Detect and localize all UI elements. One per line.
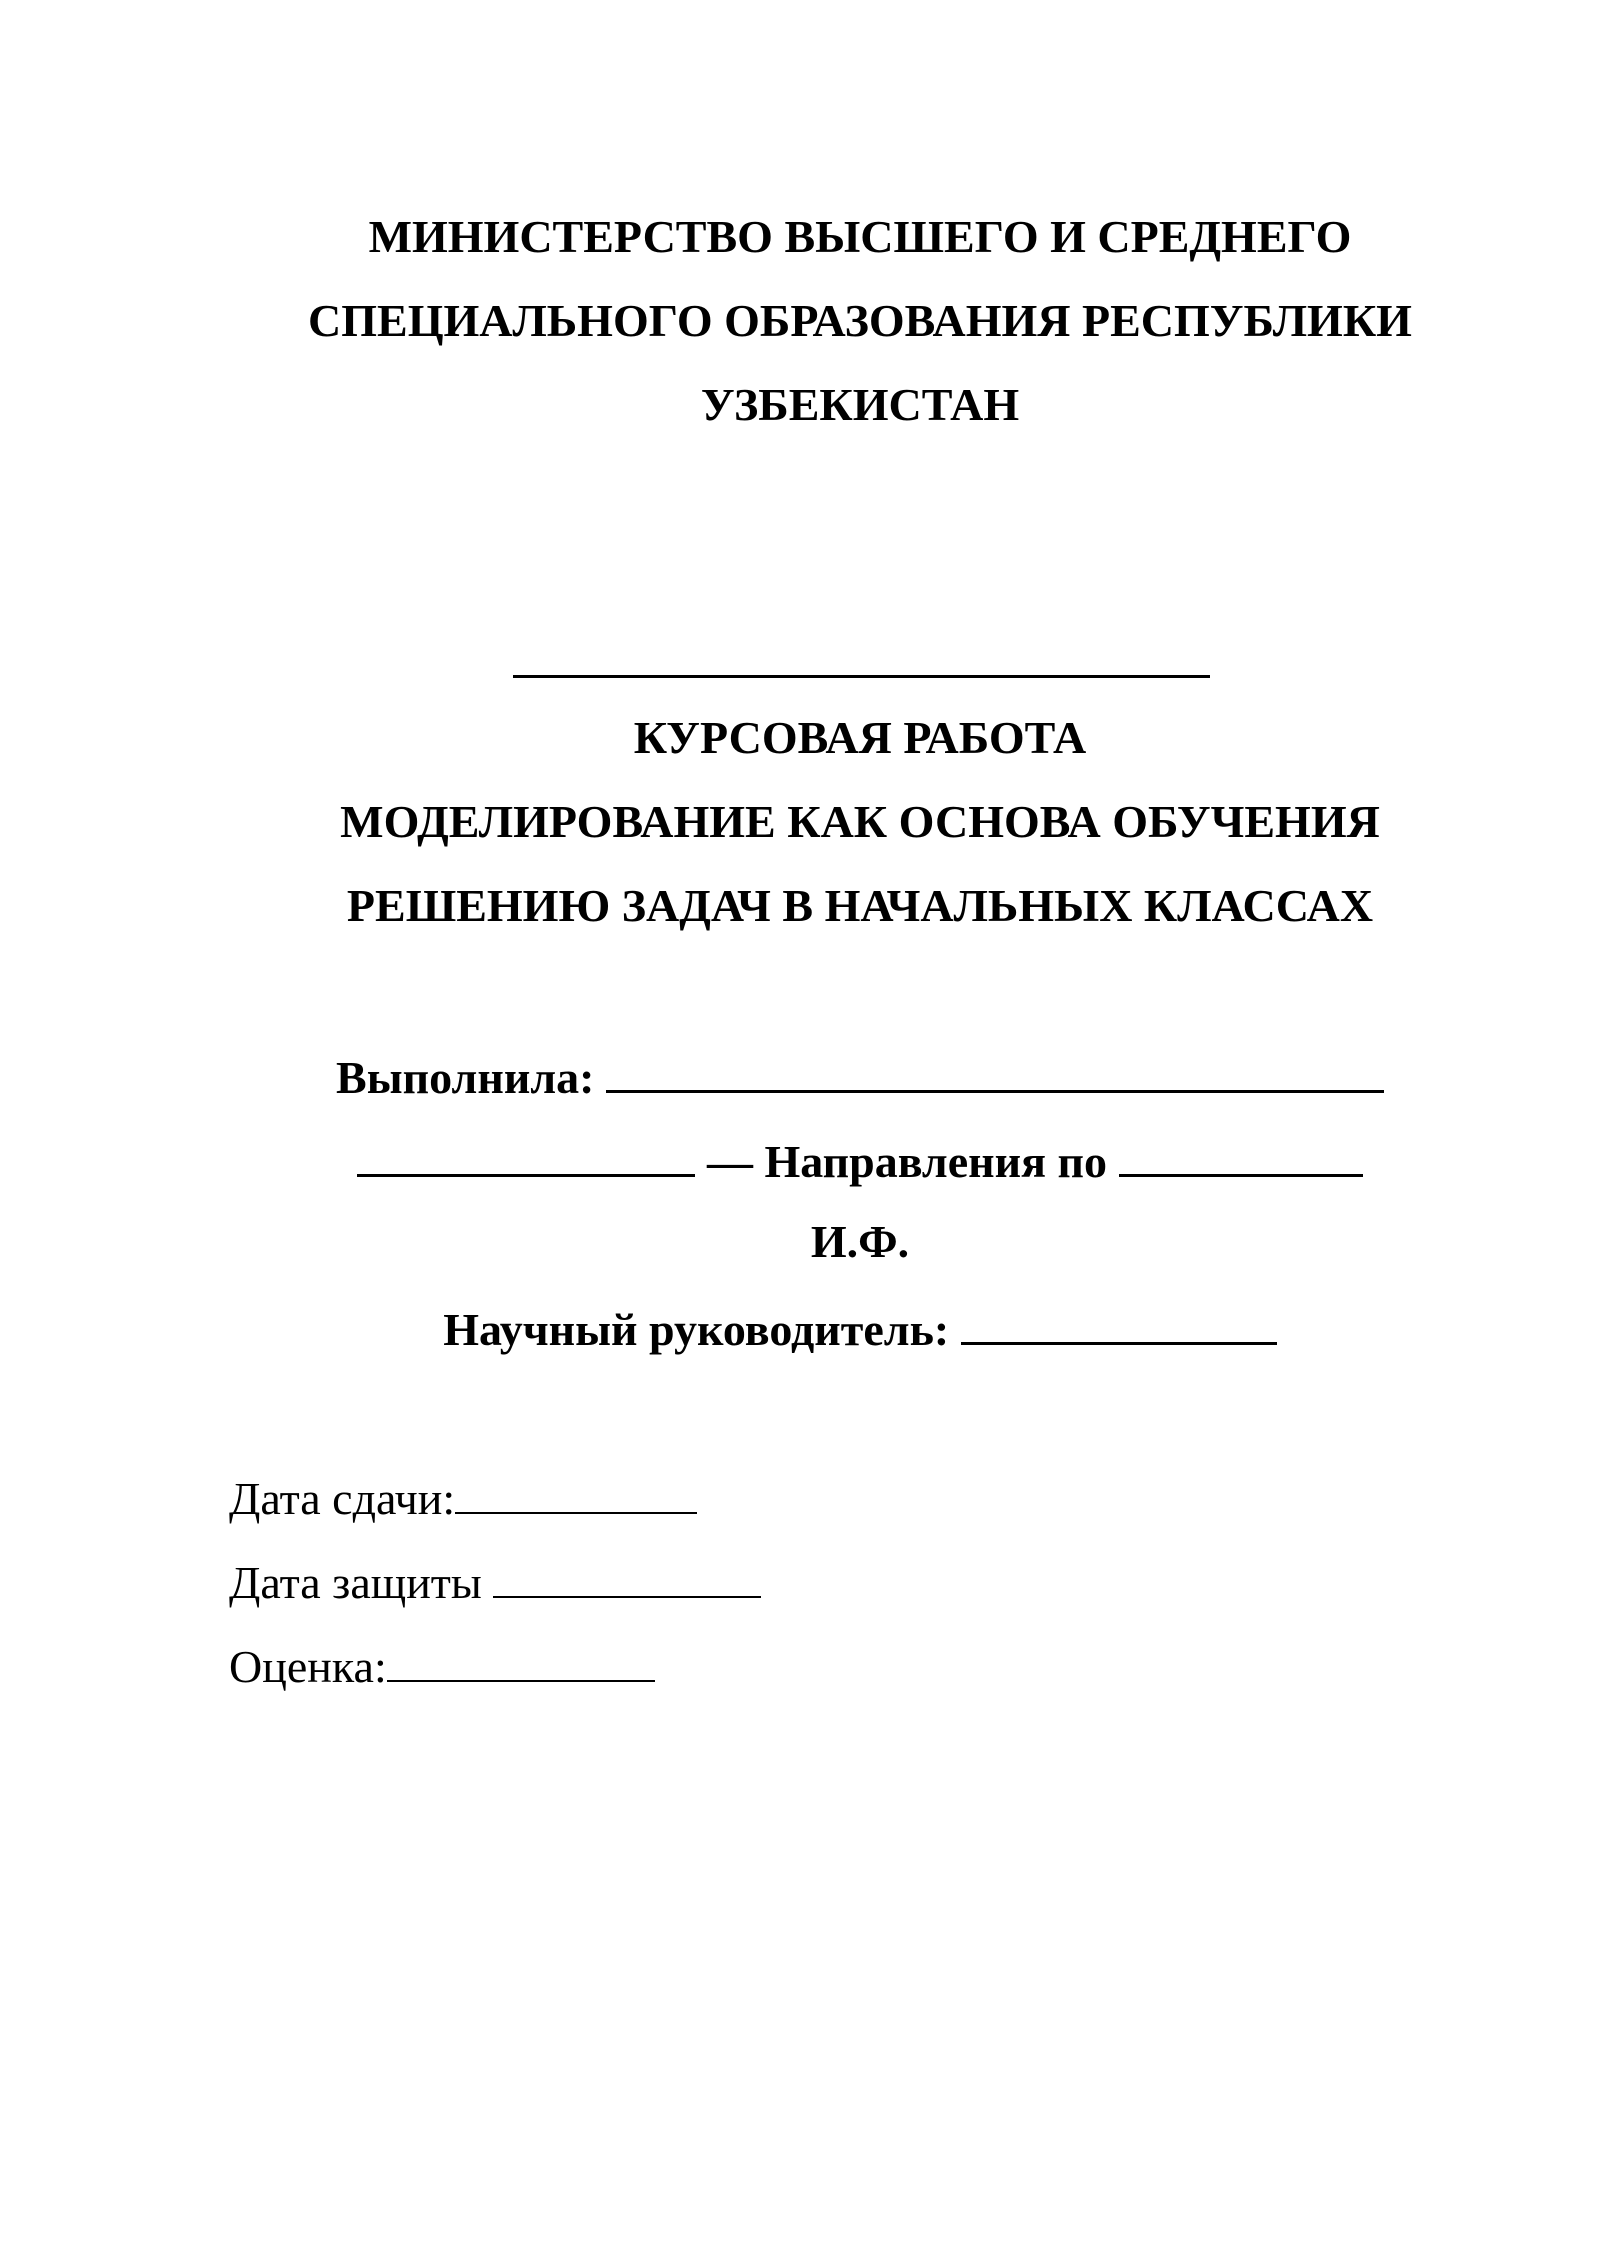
grade-label: Оценка: <box>229 1641 387 1692</box>
dates-block <box>229 1456 761 1708</box>
defense-date-line <box>229 1540 761 1624</box>
performed-by-line <box>230 1032 1490 1116</box>
defense-date-label: Дата защиты <box>229 1557 494 1608</box>
initials: И.Ф. <box>810 1216 910 1267</box>
submission-date-label: Дата сдачи: <box>229 1473 456 1524</box>
submission-date-line <box>229 1456 761 1540</box>
ministry-header <box>230 195 1490 447</box>
grade-blank <box>387 1624 655 1682</box>
author-block <box>230 1032 1490 1368</box>
group-blank <box>357 1116 695 1177</box>
submission-date-blank <box>455 1456 697 1514</box>
topic-line-1: МОДЕЛИРОВАНИЕ КАК ОСНОВА ОБУЧЕНИЯ <box>340 796 1380 847</box>
institution-blank-line <box>513 675 1210 678</box>
defense-date-blank <box>493 1540 761 1598</box>
supervisor-label: Научный руководитель: <box>443 1304 961 1355</box>
direction-line <box>230 1116 1490 1200</box>
title-block <box>230 696 1490 948</box>
direction-label: — Направления по <box>695 1136 1119 1187</box>
work-type: КУРСОВАЯ РАБОТА <box>633 712 1087 763</box>
supervisor-line <box>230 1284 1490 1368</box>
performed-by-blank <box>606 1032 1384 1093</box>
grade-line <box>229 1624 761 1708</box>
supervisor-blank <box>961 1284 1277 1345</box>
ministry-line-2: СПЕЦИАЛЬНОГО ОБРАЗОВАНИЯ РЕСПУБЛИКИ <box>308 295 1412 346</box>
ministry-line-3: УЗБЕКИСТАН <box>700 379 1020 430</box>
ministry-line-1: МИНИСТЕРСТВО ВЫСШЕГО И СРЕДНЕГО <box>368 211 1352 262</box>
performed-by-label: Выполнила: <box>336 1052 606 1103</box>
direction-blank <box>1119 1116 1363 1177</box>
topic-line-2: РЕШЕНИЮ ЗАДАЧ В НАЧАЛЬНЫХ КЛАССАХ <box>346 880 1374 931</box>
